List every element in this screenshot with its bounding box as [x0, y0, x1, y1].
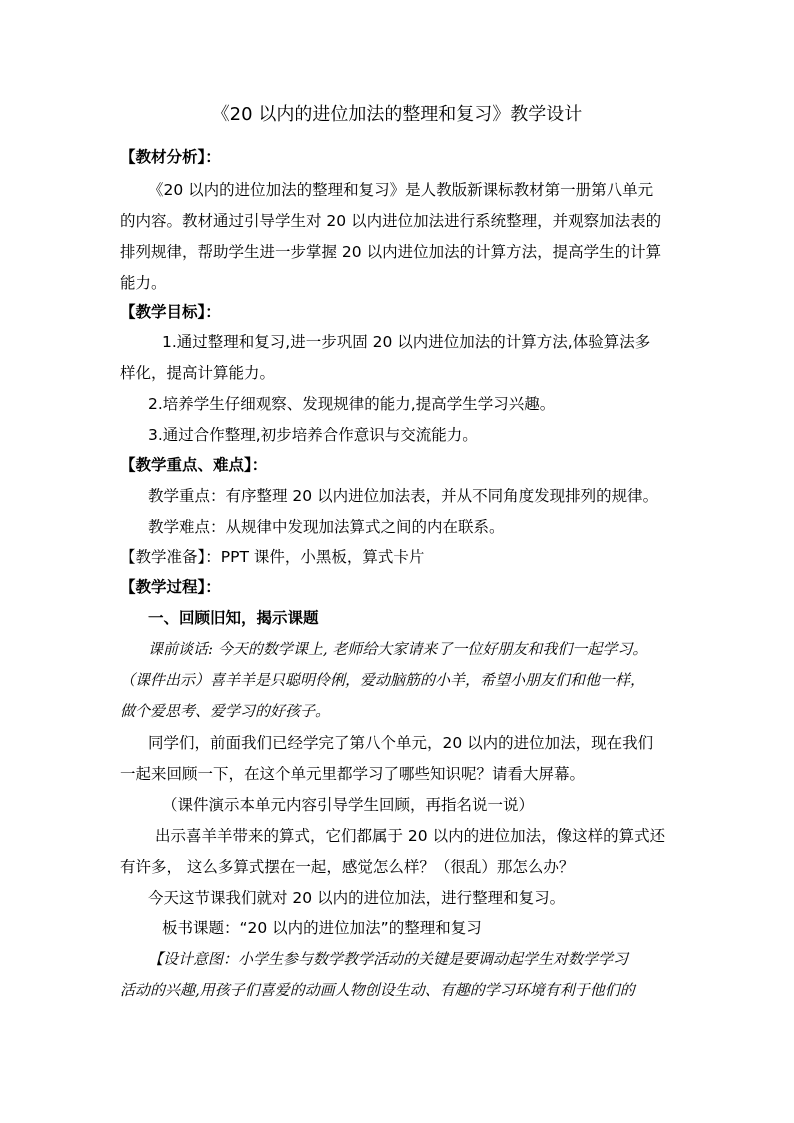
- section-heading-teaching-process: 【教学过程】：: [120, 578, 221, 596]
- paragraph-line: 教学难点：从规律中发现加法算式之间的内在联系。: [148, 518, 505, 536]
- paragraph-line: 2.培养学生仔细观察、发现规律的能力,提高学生学习兴趣。: [148, 395, 556, 413]
- paragraph-line: 活动的兴趣,用孩子们喜爱的动画人物创设生动、有趣的学习环境有利于他们的: [120, 981, 635, 999]
- section-heading-key-points: 【教学重点、难点】：: [120, 456, 268, 474]
- paragraph-line: 的内容。教材通过引导学生对 20 以内进位加法进行系统整理，并观察加法表的: [120, 212, 662, 230]
- subsection-heading: 一、回顾旧知，揭示课题: [148, 609, 319, 627]
- document-title: 《20 以内的进位加法的整理和复习》教学设计: [211, 104, 583, 125]
- paragraph-line: 3.通过合作整理,初步培养合作意识与交流能力。: [148, 426, 478, 444]
- section-heading-material-analysis: 【教材分析】：: [120, 148, 221, 166]
- paragraph-line: 出示喜羊羊带来的算式，它们都属于 20 以内的进位加法，像这样的算式还: [155, 827, 666, 845]
- paragraph-line: （课件演示本单元内容引导学生回顾，再指名说一说）: [162, 796, 535, 814]
- paragraph-line: 今天这节课我们就对 20 以内的进位加法，进行整理和复习。: [148, 889, 566, 907]
- paragraph-line: 《20 以内的进位加法的整理和复习》是人教版新课标教材第一册第八单元: [148, 181, 654, 199]
- paragraph-line: 1.通过整理和复习,进一步巩固 20 以内进位加法的计算方法,体验算法多: [162, 333, 651, 351]
- section-heading-teaching-goals: 【教学目标】：: [120, 303, 221, 321]
- paragraph-line: 能力。: [120, 274, 167, 292]
- paragraph-line: （课件出示）喜羊羊是只聪明伶俐，爱动脑筋的小羊，希望小朋友们和他一样，: [120, 671, 646, 689]
- paragraph-line: 教学重点：有序整理 20 以内进位加法表，并从不同角度发现排列的规律。: [148, 487, 659, 505]
- paragraph-line: 课前谈话: 今天的数学课上, 老师给大家请来了一位好朋友和我们一起学习。: [148, 640, 648, 658]
- paragraph-line: 排列规律，帮助学生进一步掌握 20 以内进位加法的计算方法，提高学生的计算: [120, 243, 662, 261]
- paragraph-line: 板书课题：“20 以内的进位加法”的整理和复习: [162, 919, 482, 937]
- paragraph-line: 有许多， 这么多算式摆在一起，感觉怎么样？（很乱）那怎么办？: [120, 858, 575, 876]
- paragraph-line: 同学们，前面我们已经学完了第八个单元，20 以内的进位加法，现在我们: [148, 734, 654, 752]
- paragraph-line: 一起来回顾一下，在这个单元里都学习了哪些知识呢？请看大屏幕。: [120, 765, 586, 783]
- paragraph-line: 做个爱思考、爱学习的好孩子。: [120, 702, 331, 720]
- section-heading-preparation: 【教学准备】：PPT 课件，小黑板，算式卡片: [120, 548, 425, 566]
- paragraph-line: 样化，提高计算能力。: [120, 364, 276, 382]
- paragraph-line: 【设计意图：小学生参与数学教学活动的关键是要调动起学生对数学学习: [148, 950, 629, 968]
